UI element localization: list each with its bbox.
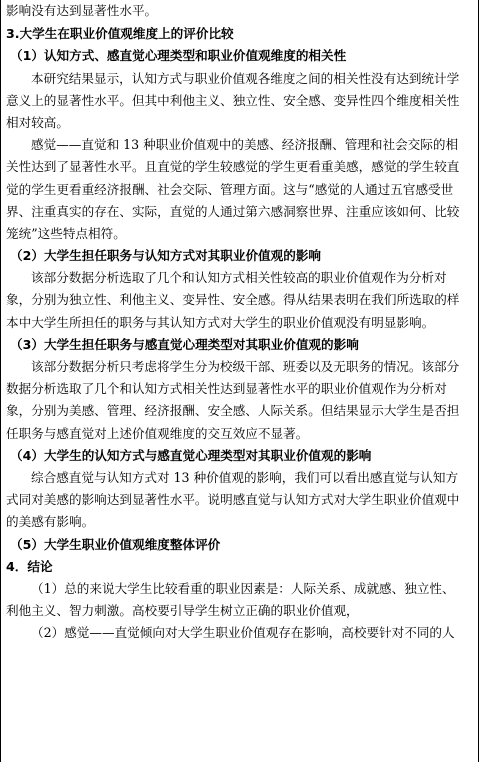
paragraph-line: （2）感觉——直觉倾向对大学生职业价值观存在影响，高校要针对不同的人 [31,625,455,641]
section-heading: 3.大学生在职业价值观维度上的评价比较 [6,26,234,42]
paragraph-line: 意义上的显著性水平。但其中利他主义、独立性、安全感、变异性四个维度相关性 [6,92,460,108]
subsection-heading: （2）大学生担任职务与认知方式对其职业价值观的影响 [10,248,322,264]
paragraph-line: （1）总的来说大学生比较看重的职业因素是：人际关系、成就感、独立性、 [31,580,455,596]
paragraph-line: 综合感直觉与认知方式对 13 种价值观的影响，我们可以看出感直觉与认知方 [31,469,459,485]
section-heading: 4．结论 [6,558,53,574]
paragraph-line: 关性达到了显著性水平。且直觉的学生较感觉的学生更看重美感，感觉的学生较直 [6,159,460,175]
paragraph-line: 利他主义、智力刺激。高校要引导学生树立正确的职业价值观， [6,603,359,619]
subsection-heading: （1）认知方式、感直觉心理类型和职业价值观维度的相关性 [10,48,347,64]
paragraph-line: 象，分别为独立性、利他主义、变异性、安全感。得从结果表明在我们所选取的样 [6,292,460,308]
paragraph-line: 笼统”这些特点相符。 [6,225,126,241]
subsection-heading: （5）大学生职业价值观维度整体评价 [10,536,221,552]
paragraph-line: 相对较高。 [6,114,69,130]
paragraph-line: 数据分析选取了几个和认知方式相关性达到显著性水平的职业价值观作为分析对 [6,381,447,397]
paragraph-line: 本研究结果显示，认知方式与职业价值观各维度之间的相关性没有达到统计学 [31,70,460,86]
paragraph-line: 的美感有影响。 [6,514,95,530]
paragraph-line: 式同对美感的影响达到显著性水平。说明感直觉与认知方式对大学生职业价值观中 [6,492,460,508]
paragraph-line: 该部分数据分析选取了几个和认知方式相关性较高的职业价值观作为分析对 [31,270,447,286]
paragraph-line: 界、注重真实的存在、实际，直觉的人通过第六感洞察世界、注重应该如何、比较 [6,203,460,219]
paragraph-line: 觉的学生更看重经济报酬、社会交际、管理方面。这与“感觉的人通过五官感受世 [6,181,454,197]
subsection-heading: （4）大学生的认知方式与感直觉心理类型对其职业价值观的影响 [10,447,372,463]
paragraph-line: 本中大学生所担任的职务与其认知方式对大学生的职业价值观没有明显影响。 [6,314,435,330]
paragraph-line: 感觉——直觉和 13 种职业价值观中的美感、经济报酬、管理和社会交际的相 [31,137,459,153]
paragraph-line: 该部分数据分析只考虑将学生分为校级干部、班委以及无职务的情况。该部分 [31,359,460,374]
paragraph-line: 象，分别为美感、管理、经济报酬、安全感、人际关系。但结果显示大学生是否担 [6,403,460,419]
subsection-heading: （3）大学生担任职务与感直觉心理类型对其职业价值观的影响 [10,336,359,352]
paragraph-line: 影响没有达到显著性水平。 [6,3,158,18]
paragraph-line: 任职务与感直觉对上述价值观维度的交互效应不显著。 [6,425,309,441]
